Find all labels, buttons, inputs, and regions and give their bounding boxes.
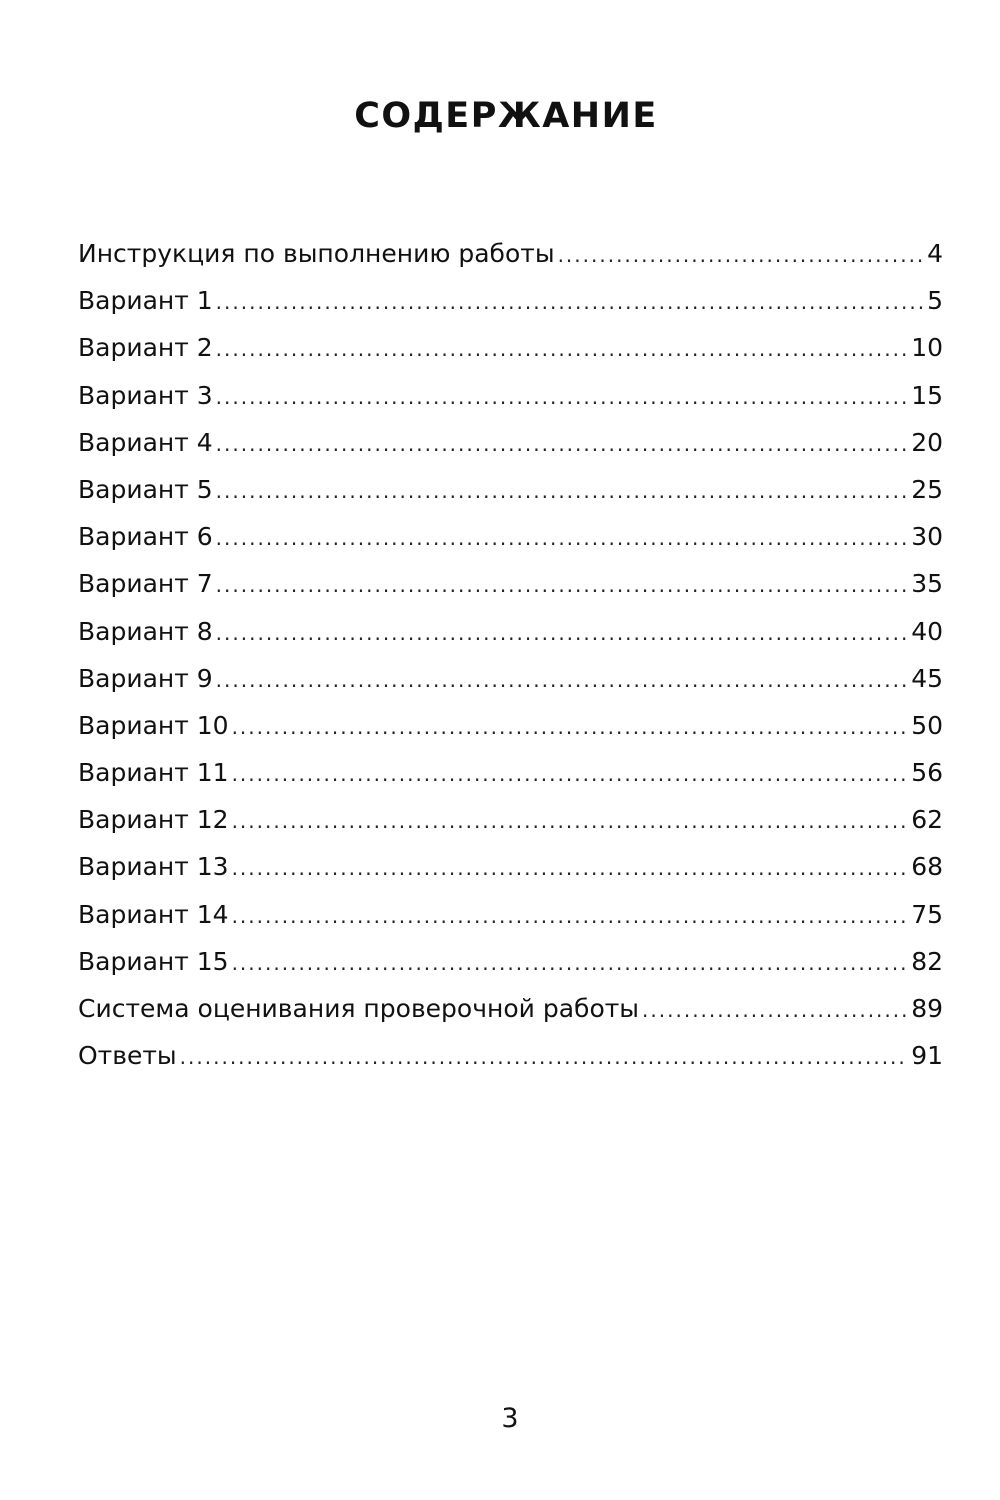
page-title: СОДЕРЖАНИЕ <box>354 96 658 136</box>
toc-entry[interactable] <box>78 372 943 419</box>
toc-entry-page: 10 <box>911 333 943 363</box>
toc-entry-page: 91 <box>911 1041 943 1071</box>
toc-entry-label: Вариант 10 <box>78 710 229 740</box>
dot-leader <box>216 515 909 560</box>
dot-leader <box>216 279 924 324</box>
toc-entry-label: Вариант 6 <box>78 522 213 552</box>
toc-entry-page: 50 <box>911 710 943 740</box>
toc-entry-label: Система оценивания проверочной работы <box>78 994 640 1023</box>
toc-entry-page: 15 <box>911 380 943 410</box>
dot-leader <box>232 893 909 938</box>
toc-entry-label: Вариант 3 <box>78 380 213 410</box>
toc-entry-page: 5 <box>927 286 943 316</box>
page-number: 3 <box>501 1403 519 1434</box>
toc-entry-page: 20 <box>911 427 943 457</box>
toc-entry[interactable] <box>78 938 943 985</box>
toc-entry-label: Ответы <box>78 1041 177 1071</box>
toc-entry-page: 68 <box>911 852 943 882</box>
dot-leader <box>216 657 909 702</box>
toc-entry-page: 75 <box>911 899 943 929</box>
toc-entry[interactable] <box>78 560 943 607</box>
toc-entry[interactable] <box>78 749 943 796</box>
table-of-contents <box>78 230 943 1079</box>
toc-entry[interactable] <box>78 843 943 890</box>
dot-leader <box>216 562 909 607</box>
dot-leader <box>558 232 925 277</box>
toc-entry[interactable] <box>78 324 943 371</box>
toc-entry-page: 4 <box>927 239 943 268</box>
dot-leader <box>216 326 909 371</box>
toc-entry[interactable] <box>78 702 943 749</box>
dot-leader <box>232 704 909 749</box>
toc-entry-label: Вариант 15 <box>78 946 229 976</box>
toc-entry[interactable] <box>78 466 943 513</box>
toc-entry-label: Вариант 13 <box>78 852 229 882</box>
dot-leader <box>216 421 909 466</box>
toc-entry-page: 30 <box>911 522 943 552</box>
dot-leader <box>232 940 909 985</box>
toc-entry-label: Вариант 11 <box>78 758 229 788</box>
toc-entry-page: 62 <box>911 805 943 835</box>
dot-leader <box>232 798 909 843</box>
toc-entry-label: Вариант 5 <box>78 474 213 504</box>
dot-leader <box>216 468 909 513</box>
toc-entry-label: Вариант 12 <box>78 805 229 835</box>
dot-leader <box>232 845 909 890</box>
toc-entry[interactable] <box>78 419 943 466</box>
toc-entry-label: Вариант 4 <box>78 427 213 457</box>
dot-leader <box>180 1034 909 1079</box>
dot-leader <box>642 987 908 1032</box>
toc-entry-label: Вариант 7 <box>78 569 213 599</box>
dot-leader <box>216 610 909 655</box>
toc-entry-page: 56 <box>911 758 943 788</box>
toc-entry-page: 40 <box>911 616 943 646</box>
toc-entry[interactable] <box>78 277 943 324</box>
toc-entry-label: Вариант 8 <box>78 616 213 646</box>
toc-entry[interactable] <box>78 230 943 277</box>
toc-entry[interactable] <box>78 655 943 702</box>
toc-entry-page: 45 <box>911 663 943 693</box>
toc-entry-label: Вариант 2 <box>78 333 213 363</box>
toc-entry-label: Вариант 1 <box>78 286 213 316</box>
toc-entry-label: Инструкция по выполнению работы <box>78 239 555 268</box>
toc-entry-page: 89 <box>911 994 943 1023</box>
toc-entry[interactable] <box>78 891 943 938</box>
toc-entry-page: 25 <box>911 474 943 504</box>
dot-leader <box>232 751 909 796</box>
toc-entry[interactable] <box>78 796 943 843</box>
toc-entry-page: 82 <box>911 946 943 976</box>
toc-entry[interactable] <box>78 1032 943 1079</box>
dot-leader <box>216 374 909 419</box>
toc-entry-page: 35 <box>911 569 943 599</box>
toc-entry-label: Вариант 14 <box>78 899 229 929</box>
toc-entry[interactable] <box>78 608 943 655</box>
toc-entry[interactable] <box>78 513 943 560</box>
toc-entry-label: Вариант 9 <box>78 663 213 693</box>
toc-entry[interactable] <box>78 985 943 1032</box>
